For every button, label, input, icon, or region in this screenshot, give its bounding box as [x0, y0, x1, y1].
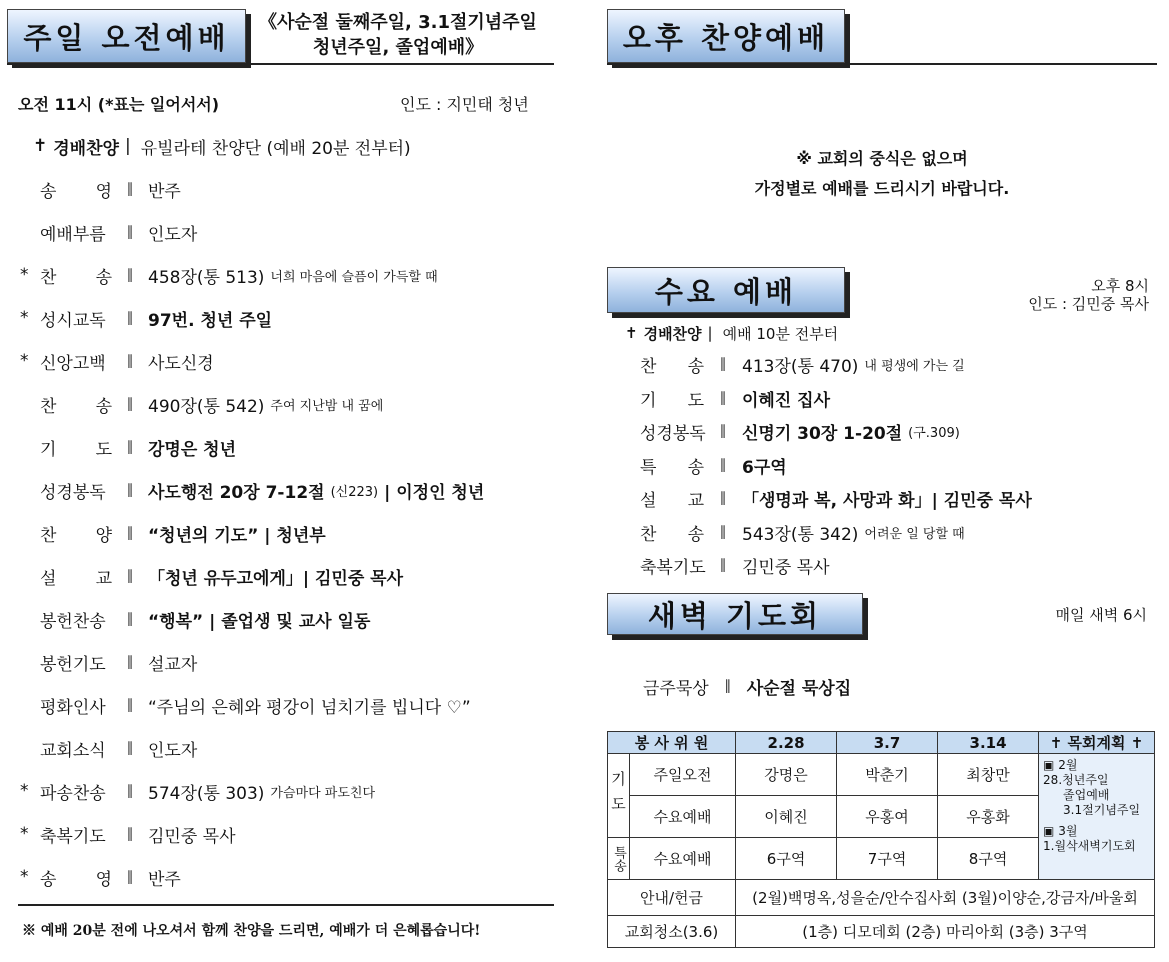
wed-item-sep: ∥	[719, 457, 727, 473]
opening-sep: |	[124, 136, 131, 156]
worship-item-sep: ∥	[126, 181, 134, 197]
wednesday-service-header: 수요 예배	[607, 267, 845, 313]
worship-item-sep: ∥	[126, 568, 134, 584]
special-group-label: 특송	[608, 838, 630, 880]
worship-item-value: 458장(통 513)	[148, 267, 265, 288]
worship-item-value: “주님의 은혜와 평강이 넘치기를 빕니다 ♡”	[148, 697, 471, 718]
dawn-time: 매일 새벽 6시	[1055, 606, 1147, 624]
table-row-name: 수요예배	[630, 796, 736, 838]
afternoon-notice-2: 가정별로 예배를 드리시기 바랍니다.	[754, 179, 1010, 198]
plan-line: 28.청년주일	[1043, 773, 1109, 787]
worship-item-row	[20, 607, 370, 631]
guide-value: (2월)백명옥,성을순/안수집사회 (3월)이양순,강금자/바울회	[736, 880, 1155, 916]
wed-item-sep: ∥	[719, 356, 727, 372]
service-volunteer-table	[607, 731, 1155, 948]
wed-item-note: 내 평생에 가는 길	[864, 358, 965, 374]
worship-item-row	[20, 478, 484, 502]
worship-item-value: “청년의 기도” | 청년부	[148, 525, 326, 546]
plan-line: 졸업예배	[1063, 788, 1110, 802]
cleaning-value: (1층) 디모데회 (2층) 마리아회 (3층) 3구역	[736, 916, 1155, 948]
worship-item-sep: ∥	[126, 525, 134, 541]
wed-item-row	[640, 419, 960, 443]
footer-rule	[18, 904, 554, 906]
worship-item-row	[20, 865, 181, 889]
prayer-group-label: 기도	[608, 754, 630, 838]
worship-item-row	[20, 263, 438, 287]
wed-opening-row	[625, 321, 838, 345]
worship-item-label: 설 교	[40, 568, 112, 589]
worship-item-row	[20, 177, 181, 201]
worship-item-value: 강명은 청년	[148, 439, 237, 460]
table-row-name: 주일오전	[630, 754, 736, 796]
worship-item-value: 반주	[148, 869, 181, 890]
wed-item-row	[640, 453, 787, 477]
wed-item-value: 이혜진 집사	[742, 390, 831, 411]
table-cell: 우홍화	[938, 796, 1039, 838]
standing-marker: *	[20, 824, 29, 844]
wed-item-row	[640, 520, 965, 544]
service-time-text: 오전 11시 (*표는 일어서서)	[18, 95, 220, 114]
wed-item-sep: ∥	[719, 390, 727, 406]
table-cell: 박춘기	[837, 754, 938, 796]
worship-item-row	[20, 521, 326, 545]
wed-item-sep: ∥	[719, 490, 727, 506]
worship-item-label: 평화인사	[40, 697, 106, 718]
worship-item-note: 너희 마음에 슬픔이 가득할 때	[270, 269, 438, 285]
table-cell: 우홍여	[837, 796, 938, 838]
worship-item-sep: ∥	[126, 439, 134, 455]
wed-item-sep: ∥	[719, 423, 727, 439]
worship-item-sep: ∥	[126, 654, 134, 670]
worship-item-label: 송 영	[40, 869, 112, 890]
worship-item-label: 예배부름	[40, 224, 106, 245]
table-cell: 7구역	[837, 838, 938, 880]
table-cell: 이혜진	[736, 796, 837, 838]
wednesday-time: 오후 8시	[1091, 277, 1149, 295]
dawn-value: 사순절 묵상집	[746, 678, 852, 699]
worship-item-label: 봉헌기도	[40, 654, 106, 675]
service-time	[18, 92, 219, 115]
wed-item-row	[640, 553, 830, 577]
ministry-plan	[1039, 754, 1155, 880]
standing-marker: *	[20, 308, 29, 328]
opening-praise-row	[33, 134, 411, 158]
wednesday-leader: 인도 : 김민중 목사	[1028, 295, 1149, 313]
worship-item-row	[20, 306, 272, 330]
dawn-label: 금주묵상	[643, 678, 709, 699]
worship-item-row	[20, 564, 403, 588]
wed-opening-label: 경배찬양	[643, 324, 702, 343]
standing-marker: *	[20, 867, 29, 887]
wed-item-row	[640, 486, 1032, 510]
header-rule	[7, 63, 554, 65]
worship-item-sep: ∥	[126, 310, 134, 326]
footer-note: ※ 예배 20분 전에 나오셔서 함께 찬양을 드리면, 예배가 더 은혜롭습니다!	[22, 923, 481, 939]
opening-label: 경배찬양	[53, 138, 119, 159]
worship-item-note: 주여 지난밤 내 꿈에	[270, 398, 384, 414]
plan-line: 1.월삭새벽기도회	[1043, 839, 1136, 853]
guide-label: 안내/헌금	[608, 880, 736, 916]
worship-item-note: 가슴마다 파도친다	[270, 785, 376, 801]
worship-item-row	[20, 392, 383, 416]
worship-item-sep: ∥	[126, 353, 134, 369]
worship-item-label: 송 영	[40, 181, 112, 202]
wed-item-value: 「생명과 복, 사망과 화」| 김민중 목사	[742, 490, 1032, 511]
worship-item-label: 파송찬송	[40, 783, 106, 804]
standing-marker: *	[20, 351, 29, 371]
week-title-line1: 《사순절 둘째주일, 3.1절기념주일	[259, 12, 537, 33]
wed-opening-sep: |	[707, 324, 713, 342]
worship-item-sep: ∥	[126, 697, 134, 713]
table-cell: 최창만	[938, 754, 1039, 796]
worship-item-row	[20, 822, 236, 846]
cross-icon: ✝	[625, 324, 638, 342]
wed-item-row	[640, 352, 965, 376]
standing-marker: *	[20, 781, 29, 801]
wed-item-sep: ∥	[719, 557, 727, 573]
morning-service-header: 주일 오전예배	[7, 9, 246, 63]
wed-item-value: 김민중 목사	[742, 557, 830, 578]
wed-item-sep: ∥	[719, 524, 727, 540]
worship-item-row	[20, 435, 236, 459]
table-cell: 강명은	[736, 754, 837, 796]
table-header-date: 2.28	[736, 732, 837, 754]
cross-icon: ✝	[33, 136, 48, 156]
dawn-prayer-header: 새벽 기도회	[607, 593, 863, 635]
worship-item-sep: ∥	[126, 224, 134, 240]
worship-item-value: 「청년 유두고에게」| 김민중 목사	[148, 568, 404, 589]
worship-item-label: 찬 양	[40, 525, 112, 546]
wed-item-value: 413장(통 470)	[742, 356, 859, 377]
table-row-name: 수요예배	[630, 838, 736, 880]
worship-item-value: 김민중 목사	[148, 826, 236, 847]
worship-item-label: 성경봉독	[40, 482, 106, 503]
dawn-sep: ∥	[724, 678, 732, 694]
afternoon-notice-1: ※ 교회의 중식은 없으며	[796, 149, 968, 168]
worship-item-row	[20, 349, 214, 373]
worship-item-note: (신223)	[330, 484, 379, 500]
worship-item-sep: ∥	[126, 783, 134, 799]
plan-line: ▣ 2월	[1043, 758, 1078, 772]
worship-item-value: 사도행전 20장 7-12절	[148, 482, 325, 503]
wed-item-value: 신명기 30장 1-20절	[742, 423, 903, 444]
worship-item-label: 봉헌찬송	[40, 611, 106, 632]
worship-item-value: 사도신경	[148, 353, 214, 374]
worship-item-row	[20, 693, 471, 717]
wed-item-label: 찬 송	[640, 356, 704, 377]
worship-item-label: 찬 송	[40, 396, 112, 417]
service-leader: 인도 : 지민태 청년	[400, 95, 529, 114]
worship-item-sep: ∥	[126, 611, 134, 627]
worship-item-row	[20, 650, 197, 674]
worship-item-sep: ∥	[126, 482, 134, 498]
worship-item-row	[20, 736, 197, 760]
afternoon-rule	[607, 63, 1157, 65]
table-header-volunteers: 봉 사 위 원	[608, 732, 736, 754]
worship-item-value: 97번. 청년 주일	[148, 310, 273, 331]
worship-item-label: 교회소식	[40, 740, 106, 761]
worship-item-sep: ∥	[126, 869, 134, 885]
wed-opening-value: 예배 10분 전부터	[722, 324, 839, 343]
plan-line: ▣ 3월	[1043, 824, 1078, 838]
wed-item-note: 어려운 일 당할 때	[864, 526, 965, 542]
wed-item-label: 기 도	[640, 390, 704, 411]
worship-item-sep: ∥	[126, 826, 134, 842]
worship-item-label: 축복기도	[40, 826, 106, 847]
worship-item-value: “행복” | 졸업생 및 교사 일동	[148, 611, 371, 632]
worship-item-label: 기 도	[40, 439, 112, 460]
worship-item-label: 찬 송	[40, 267, 112, 288]
opening-value: 유빌라테 찬양단 (예배 20분 전부터)	[140, 138, 411, 159]
worship-item-sep: ∥	[126, 740, 134, 756]
worship-item-row	[20, 779, 375, 803]
wed-item-note: (구.309)	[908, 425, 960, 441]
worship-item-value: 574장(통 303)	[148, 783, 265, 804]
worship-item-sep: ∥	[126, 396, 134, 412]
wed-item-label: 축복기도	[640, 557, 706, 578]
worship-item-row	[20, 220, 197, 244]
worship-item-value: 반주	[148, 181, 181, 202]
wed-item-row	[640, 386, 830, 410]
wed-item-label: 특 송	[640, 457, 704, 478]
table-cell: 6구역	[736, 838, 837, 880]
table-header-date: 3.7	[837, 732, 938, 754]
wed-item-label: 찬 송	[640, 524, 704, 545]
table-header-date: 3.14	[938, 732, 1039, 754]
table-cell: 8구역	[938, 838, 1039, 880]
wed-item-label: 설 교	[640, 490, 704, 511]
wed-item-label: 성경봉독	[640, 423, 706, 444]
worship-item-label: 성시교독	[40, 310, 106, 331]
afternoon-service-header: 오후 찬양예배	[607, 9, 845, 63]
worship-item-label: 신앙고백	[40, 353, 106, 374]
worship-item-sep: ∥	[126, 267, 134, 283]
worship-item-value: 인도자	[148, 740, 198, 761]
week-title-line2: 청년주일, 졸업예배》	[312, 37, 484, 58]
standing-marker: *	[20, 265, 29, 285]
cleaning-label: 교회청소(3.6)	[608, 916, 736, 948]
worship-item-value: 인도자	[148, 224, 198, 245]
table-header-plan: ✝ 목회계획 ✝	[1039, 732, 1155, 754]
plan-line: 3.1절기념주일	[1063, 803, 1141, 817]
worship-item-extra: | 이정인 청년	[384, 482, 485, 503]
worship-item-value: 설교자	[148, 654, 198, 675]
wed-item-value: 543장(통 342)	[742, 524, 859, 545]
wed-item-value: 6구역	[742, 457, 787, 478]
dawn-row	[643, 674, 851, 698]
worship-item-value: 490장(통 542)	[148, 396, 265, 417]
